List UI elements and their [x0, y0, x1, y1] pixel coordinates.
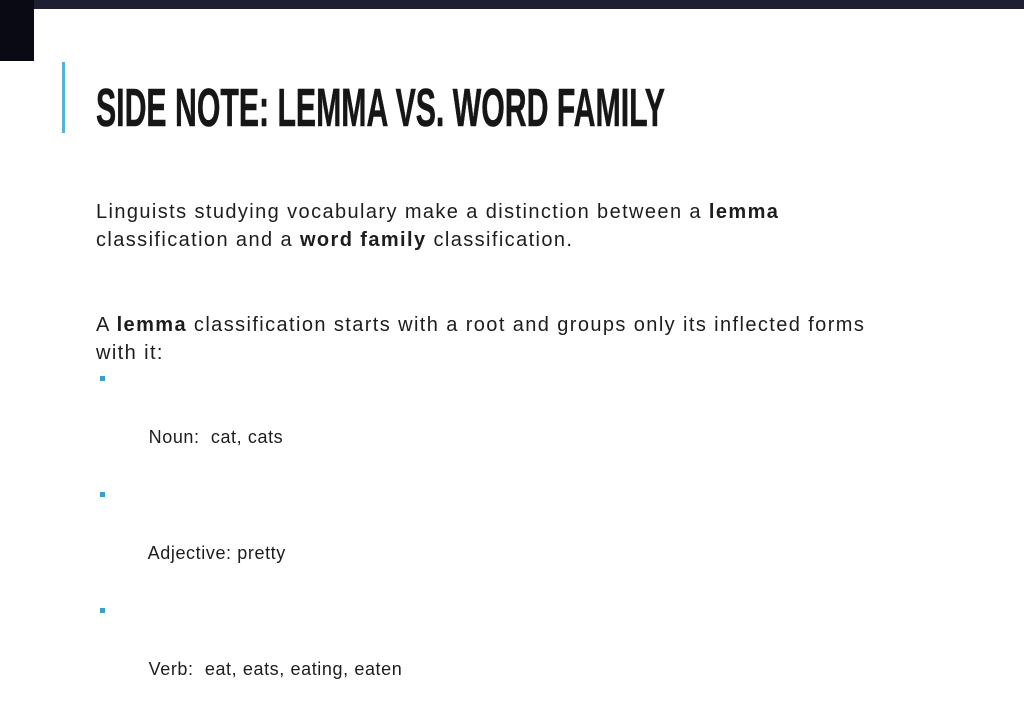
bullet-square-icon	[100, 608, 105, 613]
bullet-square-icon	[100, 376, 105, 381]
list-item-noun	[100, 365, 402, 481]
list-item-label: Verb: eat, eats, eating, eaten	[148, 659, 403, 679]
corner-accent-block	[0, 0, 34, 61]
slide-title: SIDE NOTE: LEMMA VS. WORD FAMILY	[96, 78, 665, 138]
bullet-square-icon	[100, 492, 105, 497]
list-item-label: Adjective: pretty	[147, 543, 286, 563]
paragraph-lemma-vs-word-family: Linguists studying vocabulary make a distinction between a lemma classification and a word family classification.	[96, 201, 780, 251]
title-accent-line	[62, 62, 65, 133]
top-accent-bar	[0, 0, 1024, 9]
examples-bullet-list	[100, 365, 402, 713]
list-item-verb	[100, 597, 402, 713]
list-item-adjective	[100, 481, 402, 597]
list-item-label: Noun: cat, cats	[148, 427, 284, 447]
paragraph-lemma-definition: A lemma classification starts with a root and groups only its inflected forms with it:	[96, 314, 866, 364]
